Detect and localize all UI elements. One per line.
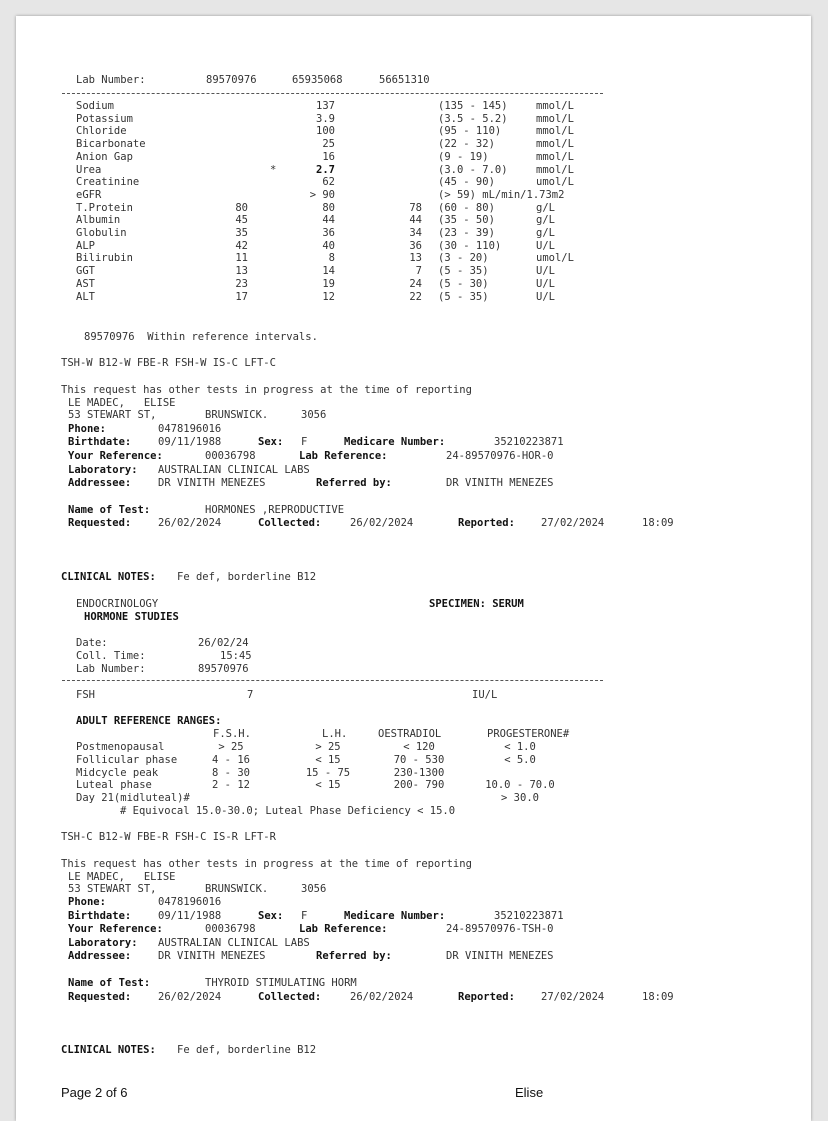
lft-unit: umol/L <box>536 252 574 265</box>
lft-reference-range: (> 59) mL/min/1.73m2 <box>438 188 565 201</box>
sex-value: F <box>301 436 308 448</box>
lft-test-name: Anion Gap <box>76 150 133 163</box>
lft-unit: mmol/L <box>536 163 574 176</box>
lft-value-col1: 45 <box>235 214 248 227</box>
addressee-label: Addressee: <box>68 477 132 489</box>
ref-ranges-title: ADULT REFERENCE RANGES: <box>76 715 222 727</box>
birthdate-label: Birthdate: <box>68 436 132 448</box>
lft-test-name: Globulin <box>76 227 127 239</box>
lft-reference-range: (35 - 50) <box>438 214 495 227</box>
ref-progesterone: 10.0 - 70.0 <box>485 779 555 792</box>
ref-phase: Follicular phase <box>76 753 178 766</box>
phone-value: 0478196016 <box>158 423 222 435</box>
phone-label: Phone: <box>68 896 106 908</box>
test-name-value: HORMONES ,REPRODUCTIVE <box>205 504 345 516</box>
reported-label: Reported: <box>458 991 515 1003</box>
lft-reference-range: (9 - 19) <box>438 150 489 163</box>
lft-value-col1: 80 <box>235 201 248 214</box>
date-value: 26/02/24 <box>198 637 249 649</box>
ref-lh: < 15 <box>315 779 341 792</box>
birthdate-value: 09/11/1988 <box>158 910 222 922</box>
col-header-progesterone: PROGESTERONE# <box>487 728 570 740</box>
your-reference-value: 00036798 <box>205 923 256 935</box>
specimen: SPECIMEN: SERUM <box>429 598 524 610</box>
coll-time-value: 15:45 <box>220 650 252 662</box>
reported-value: 27/02/2024 <box>541 517 605 529</box>
laboratory-value: AUSTRALIAN CLINICAL LABS <box>158 464 310 476</box>
lft-reference-range: (3.0 - 7.0) <box>438 163 508 176</box>
lft-value-col2: 25 <box>322 138 335 151</box>
lft-value-col2: 62 <box>322 176 335 189</box>
report-page <box>16 16 811 1121</box>
lft-value-col2: 8 <box>328 252 335 265</box>
referred-by-value: DR VINITH MENEZES <box>446 950 554 962</box>
clinical-notes-value: Fe def, borderline B12 <box>177 1044 317 1056</box>
patient-name: LE MADEC, ELISE <box>68 871 176 883</box>
laboratory-value: AUSTRALIAN CLINICAL LABS <box>158 937 310 949</box>
lft-value-col1: 13 <box>235 265 248 278</box>
addressee-value: DR VINITH MENEZES <box>158 477 266 489</box>
test-name-value: THYROID STIMULATING HORM <box>205 977 357 989</box>
ref-lh: > 25 <box>315 741 341 753</box>
department: ENDOCRINOLOGY <box>76 598 159 610</box>
lft-unit: umol/L <box>536 176 574 189</box>
lft-value-col2: 44 <box>322 214 335 227</box>
lft-value-col2: > 90 <box>309 188 335 201</box>
in-progress-note: This request has other tests in progress at the time of reporting <box>61 384 472 396</box>
ref-lh: 15 - 75 <box>305 766 351 779</box>
sex-value: F <box>301 910 308 922</box>
lft-test-name: ALT <box>76 290 95 303</box>
lft-test-name: eGFR <box>76 188 102 201</box>
lft-value-col3: 13 <box>409 252 422 265</box>
ref-phase: Day 21(midluteal)# <box>76 792 190 805</box>
sex-label: Sex: <box>258 436 284 448</box>
tests-status-line: TSH-C B12-W FBE-R FSH-C IS-R LFT-R <box>61 831 276 843</box>
patient-suburb: BRUNSWICK. <box>205 409 269 421</box>
lft-test-name: Albumin <box>76 214 121 227</box>
phone-label: Phone: <box>68 423 106 435</box>
lft-unit: mmol/L <box>536 125 574 138</box>
page-number: Page 2 of 6 <box>61 1085 128 1100</box>
ref-progesterone: < 1.0 <box>504 741 536 753</box>
ref-phase: Midcycle peak <box>76 766 159 779</box>
ref-phase: Luteal phase <box>76 779 152 792</box>
requested-label: Requested: <box>68 991 132 1003</box>
lft-unit: U/L <box>536 277 555 290</box>
lft-unit: mmol/L <box>536 112 574 125</box>
lft-value-col1: 17 <box>235 290 248 303</box>
ref-fsh: 8 - 30 <box>212 766 250 779</box>
reported-time: 18:09 <box>642 517 674 529</box>
requested-label: Requested: <box>68 517 132 529</box>
result-value: 7 <box>247 689 254 701</box>
lft-reference-range: (22 - 32) <box>438 138 495 151</box>
ref-progesterone: > 30.0 <box>501 792 539 805</box>
patient-postcode: 3056 <box>301 409 327 421</box>
lft-value-col2: 19 <box>322 277 335 290</box>
in-progress-note: This request has other tests in progress at the time of reporting <box>61 858 472 870</box>
lft-reference-range: (3.5 - 5.2) <box>438 112 508 125</box>
lft-value-col1: 42 <box>235 239 248 252</box>
test-name-label: Name of Test: <box>68 977 151 989</box>
lft-test-name: Creatinine <box>76 176 140 189</box>
divider <box>62 680 603 681</box>
lft-value-col3: 36 <box>409 239 422 252</box>
result-unit: IU/L <box>472 689 498 701</box>
lft-reference-range: (30 - 110) <box>438 239 502 252</box>
lft-value-col3: 78 <box>409 201 422 214</box>
lft-reference-range: (135 - 145) <box>438 100 508 112</box>
collected-label: Collected: <box>258 517 322 529</box>
lft-unit: g/L <box>536 214 555 227</box>
lft-reference-range: (45 - 90) <box>438 176 495 189</box>
lft-test-name: Bicarbonate <box>76 138 146 151</box>
clinical-notes-label: CLINICAL NOTES: <box>61 1044 156 1056</box>
lft-reference-range: (5 - 30) <box>438 277 489 290</box>
reported-label: Reported: <box>458 517 515 529</box>
requested-value: 26/02/2024 <box>158 517 222 529</box>
lft-value-col2: 16 <box>322 150 335 163</box>
clinical-notes-value: Fe def, borderline B12 <box>177 571 317 583</box>
lab-number-2: 65935068 <box>292 74 343 86</box>
col-header-oestradiol: OESTRADIOL <box>378 728 442 740</box>
clinical-notes-label: CLINICAL NOTES: <box>61 571 156 583</box>
result-name: FSH <box>76 689 95 701</box>
footer-name: Elise <box>515 1085 544 1100</box>
ref-oestradiol: 70 - 530 <box>393 753 445 766</box>
tests-status-line: TSH-W B12-W FBE-R FSH-W IS-C LFT-C <box>61 357 276 369</box>
lft-value-col3: 34 <box>409 227 422 239</box>
ref-oestradiol: 230-1300 <box>393 766 445 779</box>
ref-footnote: # Equivocal 15.0-30.0; Luteal Phase Deficiency < 15.0 <box>120 805 456 817</box>
ref-fsh: 2 - 12 <box>212 779 250 792</box>
medicare-value: 35210223871 <box>494 436 564 448</box>
phone-value: 0478196016 <box>158 896 222 908</box>
lft-value-col2: 3.9 <box>316 112 335 125</box>
patient-name: LE MADEC, ELISE <box>68 397 176 409</box>
lab-number-value: 89570976 <box>198 663 249 675</box>
lft-unit: g/L <box>536 201 555 214</box>
lft-comment: 89570976 Within reference intervals. <box>84 331 318 343</box>
ref-fsh: > 25 <box>218 741 244 753</box>
lft-value-col3: 44 <box>409 214 422 227</box>
medicare-label: Medicare Number: <box>344 436 446 448</box>
lft-test-name: ALP <box>76 239 95 252</box>
lft-reference-range: (5 - 35) <box>438 265 489 278</box>
lab-number-3: 56651310 <box>379 74 430 86</box>
lft-value-col3: 7 <box>415 265 422 278</box>
lft-reference-range: (95 - 110) <box>438 125 502 138</box>
lft-test-name: AST <box>76 277 95 290</box>
test-name-label: Name of Test: <box>68 504 151 516</box>
lft-reference-range: (60 - 80) <box>438 201 495 214</box>
your-reference-label: Your Reference: <box>68 923 163 935</box>
medicare-value: 35210223871 <box>494 910 564 922</box>
lft-test-name: Bilirubin <box>76 252 133 265</box>
lft-flag: * <box>270 163 277 176</box>
ref-lh: < 15 <box>315 753 341 766</box>
referred-by-label: Referred by: <box>316 477 392 489</box>
collected-value: 26/02/2024 <box>350 517 414 529</box>
lft-test-name: Chloride <box>76 125 127 138</box>
lft-value-col2: 12 <box>322 290 335 303</box>
lab-number-label: Lab Number: <box>76 663 146 675</box>
lft-test-name: Potassium <box>76 112 133 125</box>
lft-test-name: GGT <box>76 265 95 278</box>
medicare-label: Medicare Number: <box>344 910 446 922</box>
lft-test-name: Sodium <box>76 100 114 112</box>
col-header-lh: L.H. <box>322 728 348 740</box>
reported-value: 27/02/2024 <box>541 991 605 1003</box>
lft-reference-range: (5 - 35) <box>438 290 489 303</box>
reported-time: 18:09 <box>642 991 674 1003</box>
referred-by-label: Referred by: <box>316 950 392 962</box>
section-title: HORMONE STUDIES <box>84 611 179 623</box>
patient-address: 53 STEWART ST, <box>68 409 157 421</box>
lft-unit: mmol/L <box>536 100 574 112</box>
lft-value-col2: 14 <box>322 265 335 278</box>
lft-value-col2: 36 <box>322 227 335 239</box>
patient-postcode: 3056 <box>301 883 327 895</box>
lab-number-label: Lab Number: <box>76 74 146 86</box>
lft-test-name: Urea <box>76 163 102 176</box>
coll-time-label: Coll. Time: <box>76 650 146 662</box>
addressee-label: Addressee: <box>68 950 132 962</box>
addressee-value: DR VINITH MENEZES <box>158 950 266 962</box>
lft-test-name: T.Protein <box>76 201 133 214</box>
lft-reference-range: (3 - 20) <box>438 252 489 265</box>
laboratory-label: Laboratory: <box>68 464 138 476</box>
lab-reference-value: 24-89570976-HOR-0 <box>446 450 554 462</box>
lft-value-col3: 24 <box>409 277 422 290</box>
ref-oestradiol: 200- 790 <box>393 779 445 792</box>
lft-value-col2: 100 <box>316 125 335 138</box>
patient-suburb: BRUNSWICK. <box>205 883 269 895</box>
lft-unit: g/L <box>536 227 555 239</box>
requested-value: 26/02/2024 <box>158 991 222 1003</box>
birthdate-value: 09/11/1988 <box>158 436 222 448</box>
col-header-fsh: F.S.H. <box>213 728 251 740</box>
laboratory-label: Laboratory: <box>68 937 138 949</box>
lft-unit: mmol/L <box>536 150 574 163</box>
lft-value-col3: 22 <box>409 290 422 303</box>
lft-unit: mmol/L <box>536 138 574 151</box>
referred-by-value: DR VINITH MENEZES <box>446 477 554 489</box>
ref-oestradiol: < 120 <box>403 741 435 753</box>
collected-value: 26/02/2024 <box>350 991 414 1003</box>
collected-label: Collected: <box>258 991 322 1003</box>
lft-unit: U/L <box>536 239 555 252</box>
lab-number-1: 89570976 <box>206 74 257 86</box>
divider <box>62 93 603 94</box>
lab-reference-label: Lab Reference: <box>299 450 388 462</box>
lab-reference-value: 24-89570976-TSH-0 <box>446 923 554 935</box>
lft-value-col2: 2.7 <box>316 163 335 176</box>
your-reference-value: 00036798 <box>205 450 256 462</box>
sex-label: Sex: <box>258 910 284 922</box>
lft-value-col2: 137 <box>316 100 335 112</box>
patient-address: 53 STEWART ST, <box>68 883 157 895</box>
ref-phase: Postmenopausal <box>76 741 165 753</box>
date-label: Date: <box>76 637 108 649</box>
lft-value-col1: 35 <box>235 227 248 239</box>
lft-unit: U/L <box>536 265 555 278</box>
lft-value-col1: 23 <box>235 277 248 290</box>
ref-progesterone: < 5.0 <box>504 753 536 766</box>
ref-fsh: 4 - 16 <box>212 753 250 766</box>
lft-value-col1: 11 <box>235 252 248 265</box>
birthdate-label: Birthdate: <box>68 910 132 922</box>
lft-reference-range: (23 - 39) <box>438 227 495 239</box>
lab-reference-label: Lab Reference: <box>299 923 388 935</box>
lft-unit: U/L <box>536 290 555 303</box>
lft-value-col2: 80 <box>322 201 335 214</box>
lft-value-col2: 40 <box>322 239 335 252</box>
your-reference-label: Your Reference: <box>68 450 163 462</box>
